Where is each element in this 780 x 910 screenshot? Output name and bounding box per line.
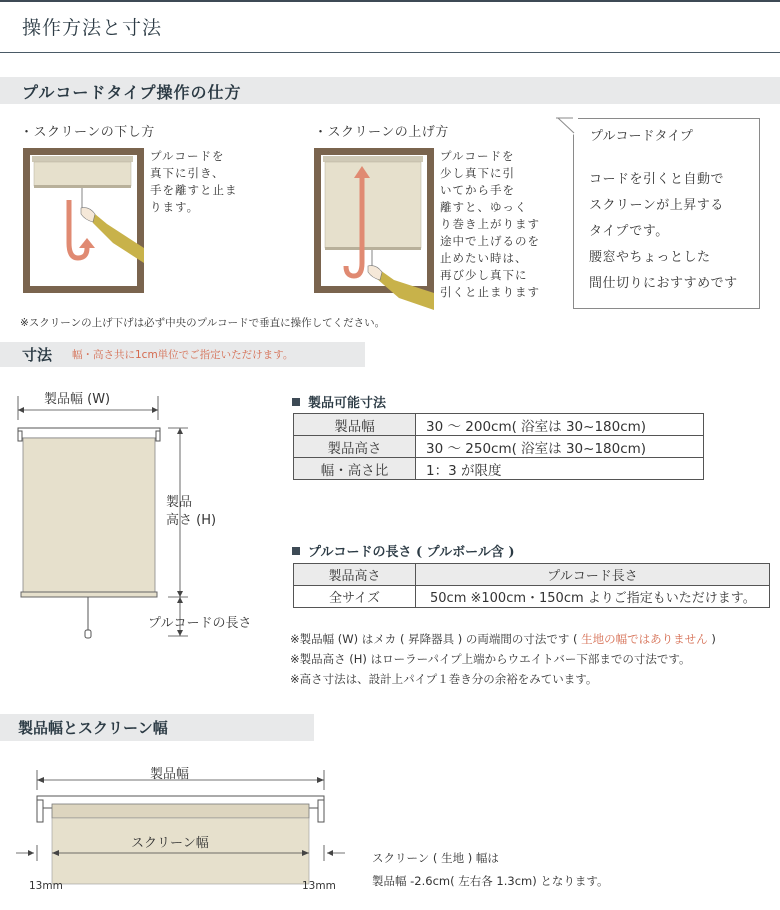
height-label-line1: 製品 bbox=[166, 495, 193, 510]
top-rule bbox=[0, 0, 780, 2]
title-rule bbox=[0, 52, 780, 53]
cord-table bbox=[293, 563, 770, 608]
section-title-width: 製品幅とスクリーン幅 bbox=[18, 719, 168, 737]
table-row: 製品高さ プルコード長さ bbox=[294, 564, 770, 586]
spec-table-title: 製品可能寸法 bbox=[292, 392, 386, 411]
table-row: 製品高さ 30 〜 250cm( 浴室は 30~180cm) bbox=[294, 436, 704, 458]
table-row: 幅・高さ比 1：3 が限度 bbox=[294, 458, 704, 480]
page-title: 操作方法と寸法 bbox=[22, 17, 163, 39]
right-margin-label: 13mm bbox=[302, 880, 336, 892]
square-bullet-icon bbox=[292, 547, 300, 555]
lower-screen-illustration bbox=[23, 148, 144, 293]
note-box-text: コードを引くと自動で スクリーンが上昇する タイプです。 腰窓やちょっとした 間仕切りにおすすめです bbox=[589, 172, 738, 291]
spec-table bbox=[293, 413, 704, 480]
height-label-line2: 高さ (H) bbox=[166, 513, 217, 528]
dimension-footnotes: ※製品幅 (W) はメカ ( 昇降器具 ) の両端間の寸法です ( 生地の幅ではありません ) ※製品高さ (H) はローラーパイプ上端からウエイトバー下部までの寸法です。 ※高さ寸法は、設計上パイプ１巻き分の余裕をみています。 bbox=[290, 632, 716, 686]
cord-table-title: プルコードの長さ ( プルボール含 ) bbox=[292, 541, 515, 560]
note-box-title: プルコードタイプ bbox=[590, 129, 693, 144]
note-box-corner bbox=[556, 117, 578, 139]
dimensions-note: 幅・高さ共に1cm単位でご指定いただけます。 bbox=[72, 349, 294, 361]
section-title-pullcord: プルコードタイプ操作の仕方 bbox=[22, 83, 242, 102]
square-bullet-icon bbox=[292, 398, 300, 406]
screen-width-label: スクリーン幅 bbox=[131, 836, 209, 851]
lower-instructions: プルコードを 真下に引き、 手を離すと止ま ります。 bbox=[150, 149, 238, 214]
left-margin-label: 13mm bbox=[29, 880, 63, 892]
table-row: 製品幅 30 〜 200cm( 浴室は 30~180cm) bbox=[294, 414, 704, 436]
width-explain-line2: 製品幅 -2.6cm( 左右各 1.3cm) となります。 bbox=[372, 874, 609, 888]
raise-screen-illustration bbox=[314, 148, 434, 310]
raise-heading: ・スクリーンの上げ方 bbox=[314, 125, 449, 140]
cord-length-label: プルコードの長さ bbox=[148, 616, 252, 631]
raise-instructions: プルコードを 少し真下に引 いてから手を 離すと、ゆっく り巻き上がります 途中で上げるのを 止めたい時は、 再び少し真下に 引くと止まります bbox=[440, 149, 540, 299]
operation-caution: ※スクリーンの上げ下げは必ず中央のプルコードで垂直に操作してください。 bbox=[20, 317, 386, 329]
width-explain-line1: スクリーン ( 生地 ) 幅は bbox=[372, 851, 499, 865]
table-row: 全サイズ 50cm ※100cm・150cm よりご指定もいただけます。 bbox=[294, 586, 770, 608]
product-width-label: 製品幅 bbox=[150, 767, 190, 782]
width-label: 製品幅 (W) bbox=[44, 392, 111, 407]
lower-heading: ・スクリーンの下し方 bbox=[20, 125, 155, 140]
section-title-dimensions: 寸法 bbox=[22, 346, 53, 364]
